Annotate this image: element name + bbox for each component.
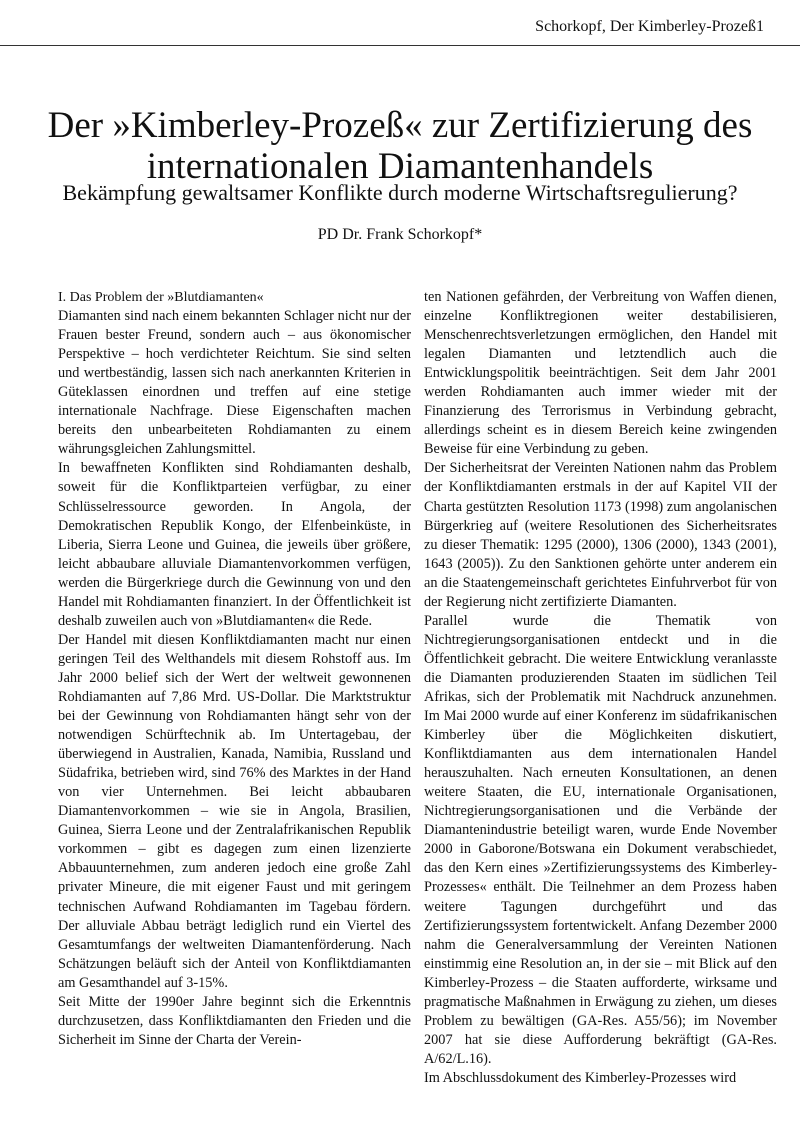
paragraph: In bewaffneten Konflikten sind Rohdiamanten deshalb, soweit für die Konfliktparteien verfügbar, zu einer Schlüsselressource geworden. In Angola, der Demokratischen Republik Kongo, der Elfenbeinküste, in Liberia, Sierra Leone und Guinea, die jeweils über größere, leicht abbaubare alluviale Diamantenvorkommen verfügen, werden die Bürgerkriege durch die Gewinnung von und den Handel mit Rohdiamanten finanziert. In der Öffentlichkeit ist deshalb zuweilen auch von »Blutdiamanten« die Rede.	[58, 460, 411, 629]
paragraph: Seit Mitte der 1990er Jahre beginnt sich die Erkenntnis durchzusetzen, dass Konfliktdiamanten den Frieden und die Sicherheit im Sinne der Charta der Verein-	[58, 993, 411, 1048]
paragraph: ten Nationen gefährden, der Verbreitung von Waffen dienen, einzelne Konfliktregionen weiter destabilisieren, Menschenrechtsverletzungen ermöglichen, den Handel mit legalen Diamanten und letztendlich auch die Entwicklungspolitik beeinträchtigen. Seit dem Jahr 2001 werden Rohdiamanten auch immer wieder mit der Finanzierung des Terrorismus in Verbindung gebracht, allerdings scheint es in diesem Bereich keine zwingenden Beweise für eine Verbindung zu geben.	[424, 289, 777, 458]
right-column	[424, 288, 777, 1088]
paragraph: Der Sicherheitsrat der Vereinten Nationen nahm das Problem der Konfliktdiamanten erstmals in der auf Kapitel VII der Charta gestützten Resolution 1173 (1998) zum angolanischen Bürgerkrieg auf (weitere Resolutionen des Sicherheitsrates zu dieser Thematik: 1295 (2000), 1306 (2000), 1343 (2001), 1643 (2005)). Zu den Sanktionen gehörte unter anderem ein an die Staatengemeinschaft gerichtetes Einfuhrverbot für von der Regierung nicht zertifizierte Diamanten.	[424, 460, 777, 610]
paragraph: Im Abschlussdokument des Kimberley-Prozesses wird	[424, 1069, 737, 1086]
title-line-2: internationalen Diamantenhandels	[146, 146, 654, 187]
left-column	[58, 288, 411, 1050]
header-rule	[0, 45, 800, 46]
author-line: PD Dr. Frank Schorkopf*	[317, 226, 483, 243]
article-subtitle: Bekämpfung gewaltsamer Konflikte durch moderne Wirtschaftsregulierung?	[62, 180, 738, 205]
running-head: Schorkopf, Der Kimberley-Prozeß1	[535, 18, 764, 35]
title-line-1: Der »Kimberley-Prozeß« zur Zertifizierung des	[47, 105, 753, 146]
section-heading: I. Das Problem der »Blutdiamanten«	[58, 290, 264, 305]
paragraph: Der Handel mit diesen Konfliktdiamanten macht nur einen geringen Teil des Welthandels mit diesem Rohstoff aus. Im Jahr 2000 belief sich der Wert der weltweit gewonnenen Rohdiamanten auf 7,86 Mrd. US-Dollar. Die Marktstruktur bei der Gewinnung von Rohdiamanten hängt sehr von der notwendigen Schürftechnik ab. Im Untertagebau, der überwiegend in Australien, Kanada, Namibia, Russland und Südafrika, betrieben wird, sind 76% des Marktes in der Hand von vier Unternehmen. Bei leicht abbaubaren Diamantenvorkommen – wie sie in Angola, Brasilien, Guinea, Sierra Leone und der Zentralafrikanischen Republik vorkommen – gibt es dagegen zum einen lizenzierte Abbauunternehmen, zum anderen jedoch eine große Zahl privater Mineure, die mit eigener Faust und mit geringem technischen Aufwand Rohdiamanten im Tagebau fördern. Der alluviale Abbau beträgt lediglich rund ein Viertel des Gesamtumfangs der weltweiten Diamantenförderung. Nach Schätzungen beläuft sich der Anteil von Konfliktdiamanten am Gesamthandel auf 3-15%.	[58, 631, 411, 991]
paragraph: Diamanten sind nach einem bekannten Schlager nicht nur der Frauen bester Freund, sondern auch – aus ökonomischer Perspektive – hoch verdichteter Reichtum. Sie sind selten und wertbeständig, lassen sich nach anerkannten Kriterien in Güteklassen einordnen und treffen auf eine stetige internationale Nachfrage. Diese Eigenschaften machen bereits den unbearbeiteten Rohdiamanten zu einem währungsgleichen Zahlungsmittel.	[58, 308, 411, 458]
paragraph: Parallel wurde die Thematik von Nichtregierungsorganisationen entdeckt und in die Öffentlichkeit gebracht. Die weitere Entwicklung veranlasste die Diamanten produzierenden Staaten im südlichen Teil Afrikas, sich der Problematik mit Nachdruck anzunehmen. Im Mai 2000 wurde auf einer Konferenz im südafrikanischen Kimberley über die Möglichkeiten diskutiert, Konfliktdiamanten aus dem internationalen Handel herauszuhalten. Nach erneuten Konsultationen, an denen weitere Staaten, die EU, internationale Organisationen, Nichtregierungsorganisationen und die Verbände der Diamantenindustrie beteiligt waren, wurde Ende November 2000 in Gaborone/Botswana ein Dokument verabschiedet, das den Kern eines »Zertifizierungssystems des Kimberley-Prozesses« enthält. Die Teilnehmer an dem Prozess haben weitere Tagungen durchgeführt und das Zertifizierungssystem fortentwickelt. Anfang Dezember 2000 nahm die Generalversammlung der Vereinten Nationen einstimmig eine Resolution an, in der sie – mit Blick auf den Kimberley-Prozess – die Staaten aufforderte, wirksame und pragmatische Maßnahmen in Erwägung zu ziehen, um dieses Problem zu bewältigen (GA-Res. A55/56); im November 2007 hat sie diese Aufforderung bekräftigt (GA-Res. A/62/L.16).	[424, 612, 777, 1067]
article-title	[0, 105, 800, 187]
